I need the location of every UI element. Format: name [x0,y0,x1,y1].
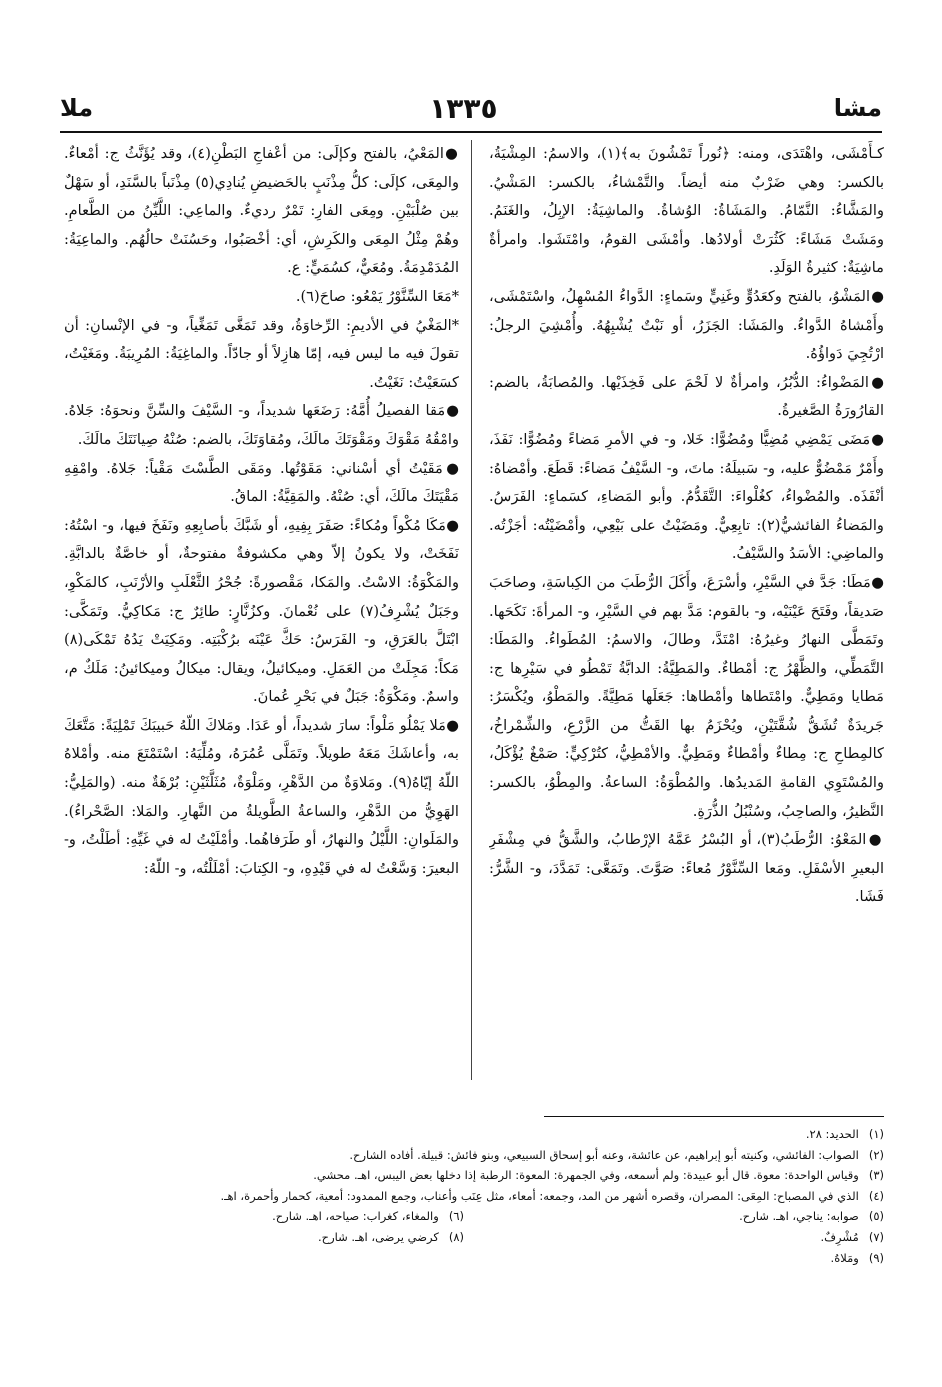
footnote-text: ومَلاهُ. [830,1250,859,1265]
entry-text: ●مَطَا: جَدَّ في السَّيْرِ، وأسْرَعَ، وأَكَلَ الرُّطَبَ من الكِباسَةِ، وصاحَبَ صَديقاً، وفَتَحَ عَيْنَيْه، و- بالقوم: مَدَّ بهم في السَّيْرِ، و- المرأةَ: نَكَحَها. وتَمَطَّى النهارُ وغيرُهُ: امْتَدَّ، وطالَ، والاسمُ: المُطَواءُ. والمَطَا: التَّمَطِّي، والظَّهْرُ ج: أمْطاءٌ. والمَطِيَّةُ: الدابَّةُ تَمْطُو في سَيْرِها ج: مَطايا ومَطِيٌّ. وامْتَطاها وأمْطاها: جَعَلَها مَطِيَّةً. والمَطْوُ، ويُكْسَرُ: جَريدَةٌ تُشَقُّ شُقَّتَيْنِ، ويُحْزَمُ بها القَتُّ من الزَّرْعِ، والشِّمْراخُ، كالمِطاحِ ج: مِطاءٌ وأمْطاءٌ ومَطِيٌّ. والأمْطِيُّ، كتُرْكِيٍّ: صَمْغٌ يُؤْكَلُ، والمُسْتَوِي القامةِ المَديدُها. والمُطْوَةُ: الساعةُ. والمِطْوُ، بالكسر: النَّظيرُ، والصاحِبُ، وسُنْبُلُ الذُّرَةِ. [489,573,884,820]
footnote-text: والمغاء، كغراب: صياحه، اهـ. شارح. [272,1209,439,1224]
entry-text: ●مَقَيْتُ أي أسْناني: مَقَوْتُها. ومَقَى الطَّسْتَ مَقْياً: جَلاهُ. وامْقِهِ مَقْيَتَكَ مالَكَ، أي: صُنْهُ. والمَقِيَّةُ: الماقُ. [64,459,459,506]
entry-text: ●مَكَا مُكْواً ومُكاءً: صَفَرَ بِفِيهِ، أو شَبَّكَ بأصابِعِهِ ونَفَخَ فيها، و- اسْتُهُ: نَفَخَتْ، ولا يكونُ إلاّ وهي مكشوفةٌ مفتوحةٌ، أو خاصَّةٌ بالدابَّةِ. والمَكْوَةُ: الاسْتُ. والمَكا، مَقْصورةً: جُحْرُ الثَّعْلَبِ والأرْنَبِ، كالمَكْوِ، وجَبَلٌ يُشْرِفُ(٧) على نُعْمانَ. وكزُنَّارٍ: طائِرٌ ج: مَكاكِيُّ. وتَمَكَّى: ابْتَلَّ بالعَرَقِ، و- الفَرَسُ: حَكَّ عَيْنَه برُكْبَتِه. ومَكِيَتْ يَدُهُ تَمْكَى(٨) مَكاً: مَجِلَتْ من العَمَلِ. وميكائيلُ، ويقال: ميكالُ وميكائينُ: مَلَكٌ م، واسمٌ. ومَكْوَةُ: جَبَلٌ في بَحْرِ عُمانَ. [64,516,459,706]
footnote-number: (٢) [868,1147,884,1162]
footnote-text: كرضي يرضى، اهـ. شارح. [318,1229,439,1244]
footnote-rule [544,1116,884,1117]
page-header [60,88,882,128]
header-root-word-left: ملا [60,94,94,122]
entry-text: ●المَضْواءُ: الدُّبُرُ، وامرأةٌ لا لَحْمَ على فَخِذَيْها. والمُصابَةُ، بالضم: القارُورَةُ الصَّغيرةُ. [489,373,884,420]
footnote-number: (٤) [868,1188,884,1203]
footnote [60,1145,884,1166]
footnote [272,1206,464,1227]
footnote [60,1186,884,1207]
footnote [464,1227,884,1248]
footnote [60,1248,884,1269]
footnote-row [60,1227,884,1248]
page-number: ١٣٣٥ [429,91,498,125]
footnotes [60,1124,884,1324]
entry-text: ●مَقا الفصيلُ أُمَّهُ: رَضَعَها شديداً، و- السَّيْفَ والسِّنَّ ونحوَهُ: جَلاهُ. وامْقُهُ مَقْوَكَ ومَقْوَتَكَ مالَكَ، ومُقاوَتَكَ، بالضم: صُنْهُ صِيانَتَكَ مالَكَ. [64,402,459,448]
footnote [60,1165,884,1186]
header-root-word-right: مشا [833,94,882,122]
footnote [318,1227,464,1248]
footnote-text: مُشْرِفٌ. [820,1229,859,1244]
entry-text: ●المَعْوُ: الرُّطَبُ(٣)، أو البُسْرُ عَمَّهُ الإرْطابُ، والشَّقُّ في مِشْفَرِ البعيرِ الأسْفَلِ. ومَعا السِّنَّوْرُ مُعاءً: صَوَّتَ. وتَمَعَّى: تَمَدَّدَ، و- الشَّرُّ: فَشَا. [489,831,884,906]
right-column [489,140,884,1085]
entry-text: ●المَشْوُ، بالفتح وكعَدُوٍّ وغَنِيٍّ وسَماءٍ: الدَّواءُ المُسْهِلُ، واسْتَمْشَى، وأَمْشاهُ الدَّواءُ. والمَشَا: الجَزَرُ، أو نَبْتٌ يُشْبِهُهُ. وأُمْشِيَ الرجلُ: ارْتُجِيَ دَواؤُهُ. [489,287,884,363]
footnote-row [60,1206,884,1227]
footnote [60,1124,884,1145]
footnote-text: الصواب: الفائشي، وكنيته أبو إبراهيم، عن عائشة، وعنه أبو إسحاق السبيعي، وبنو فائش: قبيلة. أفاده الشارح. [349,1147,859,1162]
footnote-number: (٧) [868,1229,884,1244]
footnote-text: وقياس الواحدة: معوة. قال أبو عبيدة: ولم أسمعه، وفي الجمهرة: المعوة: الرطبة إذا دخلها بعض اليبس، اهـ. محشي. [313,1168,859,1183]
entry-text: *مَعَا السِّنَّوْرُ يَمْعُو: صاحَ(٦). [295,287,459,305]
entry-text: ●المَعْيُ، بالفتح وكإلَى: من أعْفاجِ البَطْنِ(٤)، وقد يُؤَنَّثُ ج: أمْعاءٌ. والمِعَى، كإلَى: كلُّ مِذْنَبٍ بالحَضيضِ يُنادِي(٥) مِذْنَباً بالسَّنَدِ، أو سَهْلٌ بين صُلْبَيْنِ. ومِعَى الفارِ: تَمْرٌ رديءٌ. والماعِي: اللَّيِّنُ من الطَّعامِ. وهُمْ مِثْلُ المِعَى والكَرِشِ، أي: أخْصَبُوا، وحَسُنَتْ حالُهُم. والماعِيَةُ: المُدَمْدِمَةُ. ومُعَيٌّ، كسُمَيٍّ: ع. [64,145,459,277]
footnote-number: (٦) [448,1209,464,1224]
entry-text: كـأَمْشَى، واهْتَدَى، ومنه: ﴿نُوراً تَمْشُونَ به﴾(١)، والاسمُ: المِشْيَةُ، بالكسر: وهي ضَرْبٌ منه أيضاً. والتَّمْشاءُ، بالكسر: المَشْيُ. والمَشَّاءُ: النَّمّامُ. والمَشَاةُ: الوُشاةُ. والماشِيَةُ: الإبِلُ، والغَنَمُ. ومَشَتْ مَشَاءً: كَثُرَتْ أولادُها. وأمْشَى القومُ، وامْتَشَوا. وامرأةٌ ماشِيَةٌ: كثيرةُ الوَلَدِ. [489,145,884,277]
footnote [464,1206,884,1227]
header-rule [60,131,882,133]
left-column [64,140,459,1085]
footnote-number: (١) [868,1127,884,1141]
footnote-number: (٥) [868,1209,884,1224]
footnote-text: الحديد: ٢٨. [805,1127,859,1141]
footnote-number: (٨) [448,1229,464,1244]
entry-text: ●مَلا يَمْلُو مَلْواً: سارَ شديداً، أو عَدَا. ومَلاكَ اللّهُ حَبيبَكَ تَمْلِيَةً: مَتَّعَكَ به، وأعاشَكَ مَعَهُ طويلاً. وتَمَلَّى عُمُرَهُ، ومُلِّيَهُ: اسْتَمْتَعَ منه. وأمْلاهُ اللّهُ إيّاهُ(٩). ومَلاوَةٌ من الدَّهْرِ، ومَلْوَةٌ، مُثَلَّثَيْنِ: بُرْهَةٌ منه. (والمَلِيُّ: الهَوِيُّ من الدَّهْرِ، والساعةُ الطَّويلةُ من النَّهارِ. والمَلا: الصَّحْراءُ). والمَلَوانِ: اللَّيْلُ والنهارُ، أو طَرَفاهُما. وأمْلَيْتُ له في غَيِّهِ: أطَلْتُ، و- البعيرَ: وَسَّعْتُ له في قَيْدِهِ، و- الكِتابَ: أمْلَلْتُه، و- اللّهُ: [64,716,459,877]
footnote-number: (٣) [868,1168,884,1183]
footnote-text: صوابه: يناجي، اهـ. شارح. [739,1209,859,1224]
entry-text: *المَغْيُ في الأديمِ: الرِّخاوَةُ، وقد تَمَغَّى تَمَغِّياً، و- في الإنْسانِ: أن تقولَ فيه ما ليس فيه، إمّا هازِلاً أو جادّاً. والماغِيَةُ: المُرِيبَةُ. ومَغَيْتُ، كسَعَيْتُ: نَغَيْتُ. [64,316,459,391]
entry-text: ●مَضَى يَمْضِي مُضِيًّا ومُضُوًّا: خَلا، و- في الأمرِ مَضاءً ومُضُوًّا: نَفَذَ، وأَمْرٌ مَمْضُوٌّ عليه، و- سَبيلَهُ: ماتَ، و- السَّيْفُ مَضاءً: قَطَعَ. وأمْضاهُ: أنْفَذَه. والمُضْواءُ، كغُلْواءَ: التَّقَدُّمُ. وأبو المَضاءِ، كسَماءٍ: الفَرَسُ. والمَضاءُ الفائشيُّ(٢): تابِعِيٌّ. ومَضَيْتُ على بَيْعِي، وأمْضَيْتُه: أجَزْتُه. والماضِي: الأسَدُ والسَّيْفُ. [489,430,884,563]
footnote-number: (٩) [868,1250,884,1265]
column-divider [471,140,472,1080]
footnote-text: الذي في المصباح: المِعَى: المصران، وقصره أشهر من المد، وجمعه: أمعاء، مثل عِنَب وأعناب، وجمع الممدود: أمعية، كحمار وأحمرة، اهـ. [220,1188,859,1203]
